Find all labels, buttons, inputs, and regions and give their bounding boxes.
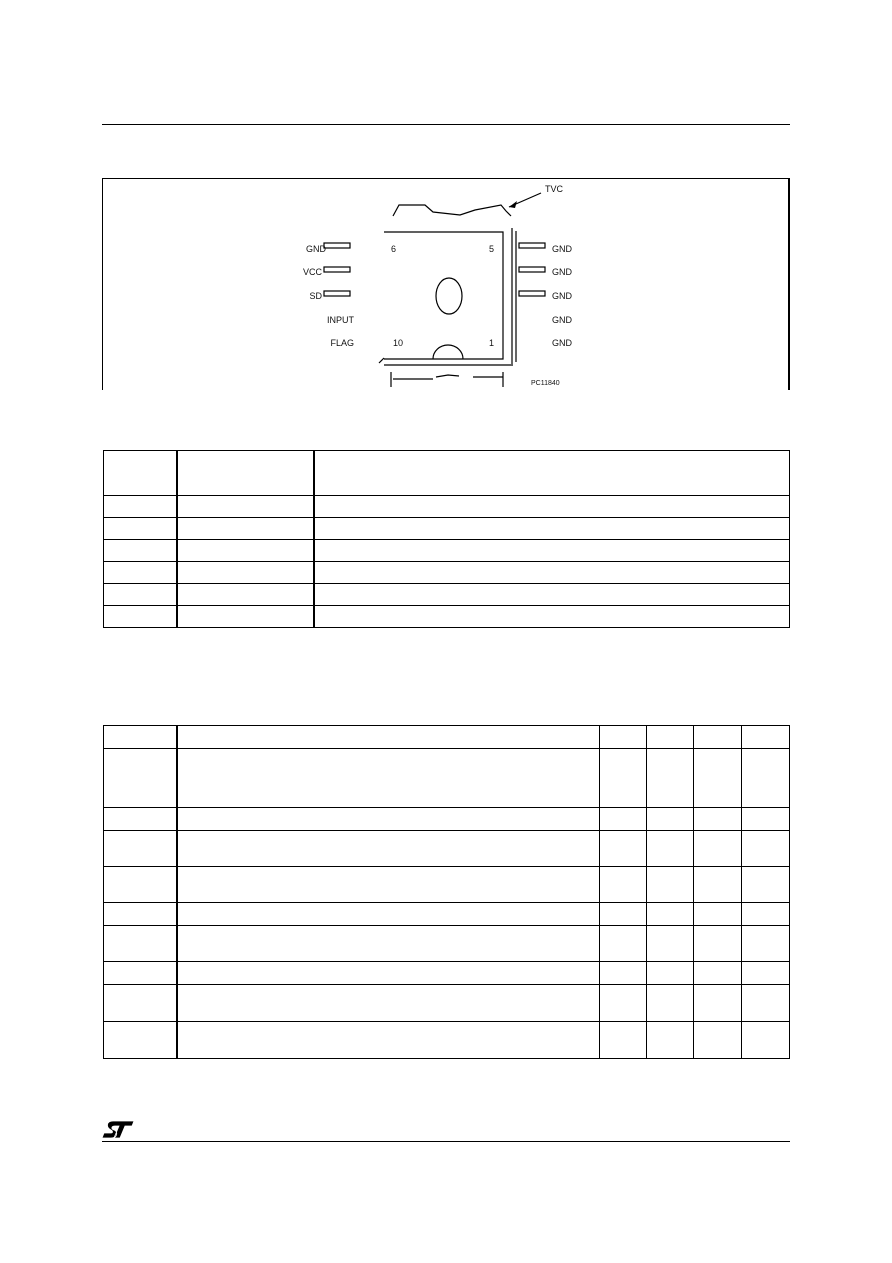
table-cell [647, 808, 694, 831]
table-cell [314, 451, 790, 496]
tvc-arrow-head [509, 201, 517, 208]
table-cell [600, 867, 647, 903]
table-cell [314, 584, 790, 606]
table-cell [104, 584, 177, 606]
table-cell [694, 1022, 742, 1059]
table-cell [742, 985, 790, 1022]
table-cell [314, 496, 790, 518]
right-pin-label: GND [552, 244, 572, 254]
table-row [104, 831, 790, 867]
header-rule [102, 124, 790, 125]
table-row [104, 1022, 790, 1059]
table-cell [104, 867, 177, 903]
table-cell [104, 540, 177, 562]
table-row [104, 962, 790, 985]
table-cell [104, 749, 177, 808]
table-cell [694, 831, 742, 867]
table-cell [600, 926, 647, 962]
table-cell [177, 867, 600, 903]
table-cell [104, 831, 177, 867]
table-row [104, 496, 790, 518]
table-cell [314, 518, 790, 540]
table-cell [647, 1022, 694, 1059]
footer-rule [102, 1141, 790, 1142]
table-cell [694, 985, 742, 1022]
right-pin-label: GND [552, 291, 572, 301]
table-cell [694, 749, 742, 808]
table-cell [177, 451, 314, 496]
table-cell [177, 985, 600, 1022]
table-cell [647, 985, 694, 1022]
table-cell [694, 903, 742, 926]
mounting-hole [436, 278, 462, 314]
table-cell [177, 962, 600, 985]
table-cell [177, 831, 600, 867]
pin-number: 5 [489, 244, 495, 254]
table-cell [177, 496, 314, 518]
pin-right-1 [519, 243, 545, 248]
pin-number: 1 [489, 338, 495, 348]
table-cell [104, 726, 177, 749]
table-row [104, 540, 790, 562]
table-cell [600, 985, 647, 1022]
table-row [104, 518, 790, 540]
table-cell [647, 726, 694, 749]
table-cell [104, 496, 177, 518]
pin-left-3 [324, 291, 350, 296]
table-cell [647, 831, 694, 867]
table-cell [600, 962, 647, 985]
pin-right-2 [519, 267, 545, 272]
table-row [104, 584, 790, 606]
table-cell [104, 451, 177, 496]
table-cell [647, 926, 694, 962]
table-cell [104, 903, 177, 926]
table-cell [177, 926, 600, 962]
left-pin-label: SD [309, 291, 322, 301]
package-drawing [103, 179, 791, 391]
table-row [104, 903, 790, 926]
table-cell [694, 808, 742, 831]
pin-right-3 [519, 291, 545, 296]
table-cell [647, 903, 694, 926]
table-cell [600, 808, 647, 831]
left-pin-label: INPUT [327, 315, 354, 325]
table-cell [177, 518, 314, 540]
table-cell [647, 867, 694, 903]
pin-number: 6 [391, 244, 397, 254]
pin-connection-diagram [102, 178, 790, 390]
table-cell [177, 584, 314, 606]
right-pin-label: GND [552, 338, 572, 348]
table-cell [104, 606, 177, 628]
table-cell [694, 867, 742, 903]
table-row [104, 749, 790, 808]
left-pin-label: VCC [302, 267, 322, 277]
table-cell [742, 867, 790, 903]
table-cell [104, 962, 177, 985]
table-cell [104, 985, 177, 1022]
table-row [104, 926, 790, 962]
left-pin-label: FLAG [330, 338, 354, 348]
bottom-notch [433, 345, 463, 359]
table-cell [104, 518, 177, 540]
st-logo-icon [101, 1118, 137, 1140]
table-cell [742, 962, 790, 985]
corner-mark [379, 358, 384, 363]
pin-left-1 [324, 243, 350, 248]
table-cell [694, 726, 742, 749]
table-cell [177, 903, 600, 926]
pin-function-table [103, 450, 790, 628]
table-cell [177, 1022, 600, 1059]
pin-number: 10 [393, 338, 404, 348]
figure-code: PC11840 [531, 380, 560, 387]
table-cell [647, 962, 694, 985]
table-cell [694, 962, 742, 985]
table-cell [314, 540, 790, 562]
table-row [104, 808, 790, 831]
table-cell [104, 562, 177, 584]
table-cell [694, 926, 742, 962]
table-cell [742, 926, 790, 962]
table-cell [600, 749, 647, 808]
table-cell [177, 540, 314, 562]
table-cell [742, 808, 790, 831]
table-cell [314, 562, 790, 584]
table-cell [600, 726, 647, 749]
table-cell [104, 926, 177, 962]
table-row [104, 867, 790, 903]
right-pin-label: GND [552, 315, 572, 325]
table-row [104, 606, 790, 628]
table-cell [647, 749, 694, 808]
table-row [104, 562, 790, 584]
table-header-row [104, 726, 790, 749]
table-header-row [104, 451, 790, 496]
bottom-tab-outline [391, 372, 503, 387]
table-cell [177, 562, 314, 584]
table-cell [177, 749, 600, 808]
table-cell [177, 726, 600, 749]
tab-outline-top [393, 205, 511, 216]
left-pin-label: GND [306, 244, 326, 254]
right-pin-label: GND [552, 267, 572, 277]
table-cell [177, 606, 314, 628]
table-cell [742, 903, 790, 926]
pin-left-2 [324, 267, 350, 272]
tvc-label: TVC [545, 184, 563, 194]
table-cell [104, 1022, 177, 1059]
table-cell [600, 831, 647, 867]
table-cell [742, 749, 790, 808]
table-cell [742, 831, 790, 867]
table-cell [177, 808, 600, 831]
table-cell [600, 903, 647, 926]
table-cell [742, 726, 790, 749]
table-cell [104, 808, 177, 831]
table-cell [314, 606, 790, 628]
table-cell [600, 1022, 647, 1059]
table-cell [742, 1022, 790, 1059]
table-row [104, 985, 790, 1022]
ratings-table [103, 725, 790, 1059]
